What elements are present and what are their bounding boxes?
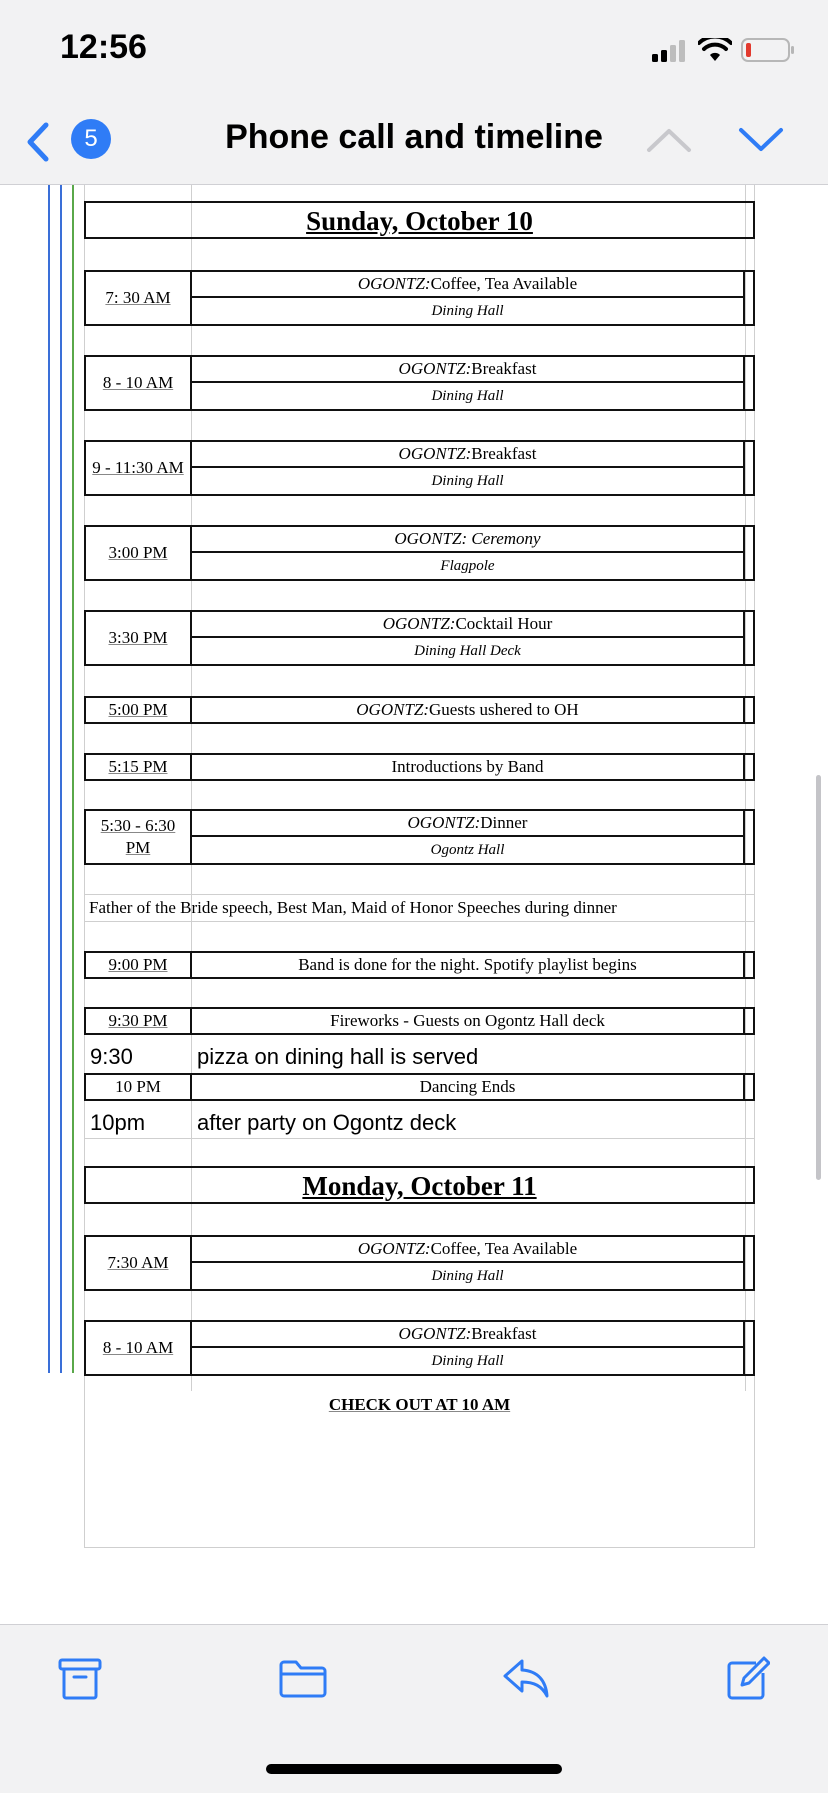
timeline-row	[84, 1007, 755, 1035]
place-cell: Ogontz Hall	[190, 835, 745, 865]
day-header-text: Monday, October 11	[302, 1171, 537, 1201]
time-cell: 7:30 AM	[84, 1235, 192, 1291]
day-header-sunday	[84, 201, 755, 239]
place-cell: Dining Hall	[190, 296, 745, 326]
time-cell: 5:30 - 6:30 PM	[84, 809, 192, 865]
added-time: 10pm	[90, 1110, 146, 1135]
time-cell: 9:00 PM	[84, 951, 192, 979]
event-cell: OGONTZ: Breakfast	[190, 440, 745, 468]
folder-icon[interactable]	[278, 1659, 328, 1699]
timeline-row	[84, 1073, 755, 1101]
time-cell: 7: 30 AM	[84, 270, 192, 326]
event-cell: Band is done for the night. Spotify playlist begins	[190, 951, 745, 979]
nav-bar	[0, 100, 828, 185]
added-event: after party on Ogontz deck	[197, 1110, 457, 1135]
place-cell: Dining Hall	[190, 466, 745, 496]
event-cell: Fireworks - Guests on Ogontz Hall deck	[190, 1007, 745, 1035]
timeline-row	[84, 951, 755, 979]
time-cell: 8 - 10 AM	[84, 355, 192, 411]
previous-message-icon[interactable]	[646, 127, 692, 153]
added-time: 9:30	[90, 1044, 133, 1069]
time-cell: 5:00 PM	[84, 696, 192, 724]
page-title: Phone call and timeline	[225, 118, 603, 156]
day-header-text: Sunday, October 10	[306, 206, 533, 236]
day-header-monday	[84, 1166, 755, 1204]
reply-icon[interactable]	[502, 1657, 550, 1699]
timeline-row	[84, 610, 755, 666]
time-cell: 10 PM	[84, 1073, 192, 1101]
timeline-row	[84, 753, 755, 781]
home-indicator[interactable]	[266, 1764, 562, 1774]
time-cell: 3:00 PM	[84, 525, 192, 581]
time-cell: 9 - 11:30 AM	[84, 440, 192, 496]
place-cell: Dining Hall	[190, 1261, 745, 1291]
unread-count-badge[interactable]: 5	[71, 119, 111, 159]
timeline-row	[84, 270, 755, 326]
status-bar	[0, 0, 828, 100]
added-row-pizza	[84, 1042, 755, 1072]
added-event: pizza on dining hall is served	[197, 1044, 479, 1069]
timeline-row	[84, 355, 755, 411]
event-cell: OGONTZ: Cocktail Hour	[190, 610, 745, 638]
timeline-row	[84, 525, 755, 581]
place-cell: Dining Hall	[190, 1346, 745, 1376]
event-cell: Introductions by Band	[190, 753, 745, 781]
signal-icon	[652, 40, 690, 62]
quote-line-blue-2	[60, 185, 62, 1373]
event-cell: OGONTZ: Guests ushered to OH	[190, 696, 745, 724]
time-cell: 5:15 PM	[84, 753, 192, 781]
document-body[interactable]	[0, 185, 828, 1625]
compose-icon[interactable]	[726, 1655, 770, 1701]
event-cell: OGONTZ: Coffee, Tea Available	[190, 270, 745, 298]
place-cell: Dining Hall Deck	[190, 636, 745, 666]
quote-line-green	[72, 185, 74, 1373]
page-bottom-border	[84, 1547, 755, 1548]
time-cell: 8 - 10 AM	[84, 1320, 192, 1376]
place-cell: Dining Hall	[190, 381, 745, 411]
timeline-row	[84, 440, 755, 496]
event-cell: OGONTZ: Dinner	[190, 809, 745, 837]
timeline-row	[84, 809, 755, 865]
battery-icon	[741, 38, 795, 62]
event-cell: OGONTZ: Coffee, Tea Available	[190, 1235, 745, 1263]
event-cell: OGONTZ: Breakfast	[190, 355, 745, 383]
event-cell: OGONTZ: Breakfast	[190, 1320, 745, 1348]
scrollbar[interactable]	[816, 775, 821, 1180]
timeline-row	[84, 1320, 755, 1376]
place-cell: Flagpole	[190, 551, 745, 581]
next-message-icon[interactable]	[738, 127, 784, 153]
quote-line-blue	[48, 185, 50, 1373]
speech-note: Father of the Bride speech, Best Man, Maid of Honor Speeches during dinner	[84, 894, 755, 922]
added-row-afterparty	[84, 1106, 755, 1136]
timeline-row	[84, 696, 755, 724]
archive-icon[interactable]	[58, 1658, 102, 1700]
time-cell: 3:30 PM	[84, 610, 192, 666]
event-cell: OGONTZ: Ceremony	[190, 525, 745, 553]
status-time: 12:56	[60, 28, 147, 66]
wifi-icon	[698, 38, 732, 62]
checkout-note: CHECK OUT AT 10 AM	[328, 1395, 511, 1414]
time-cell: 9:30 PM	[84, 1007, 192, 1035]
event-cell: Dancing Ends	[190, 1073, 745, 1101]
timeline-row	[84, 1235, 755, 1291]
